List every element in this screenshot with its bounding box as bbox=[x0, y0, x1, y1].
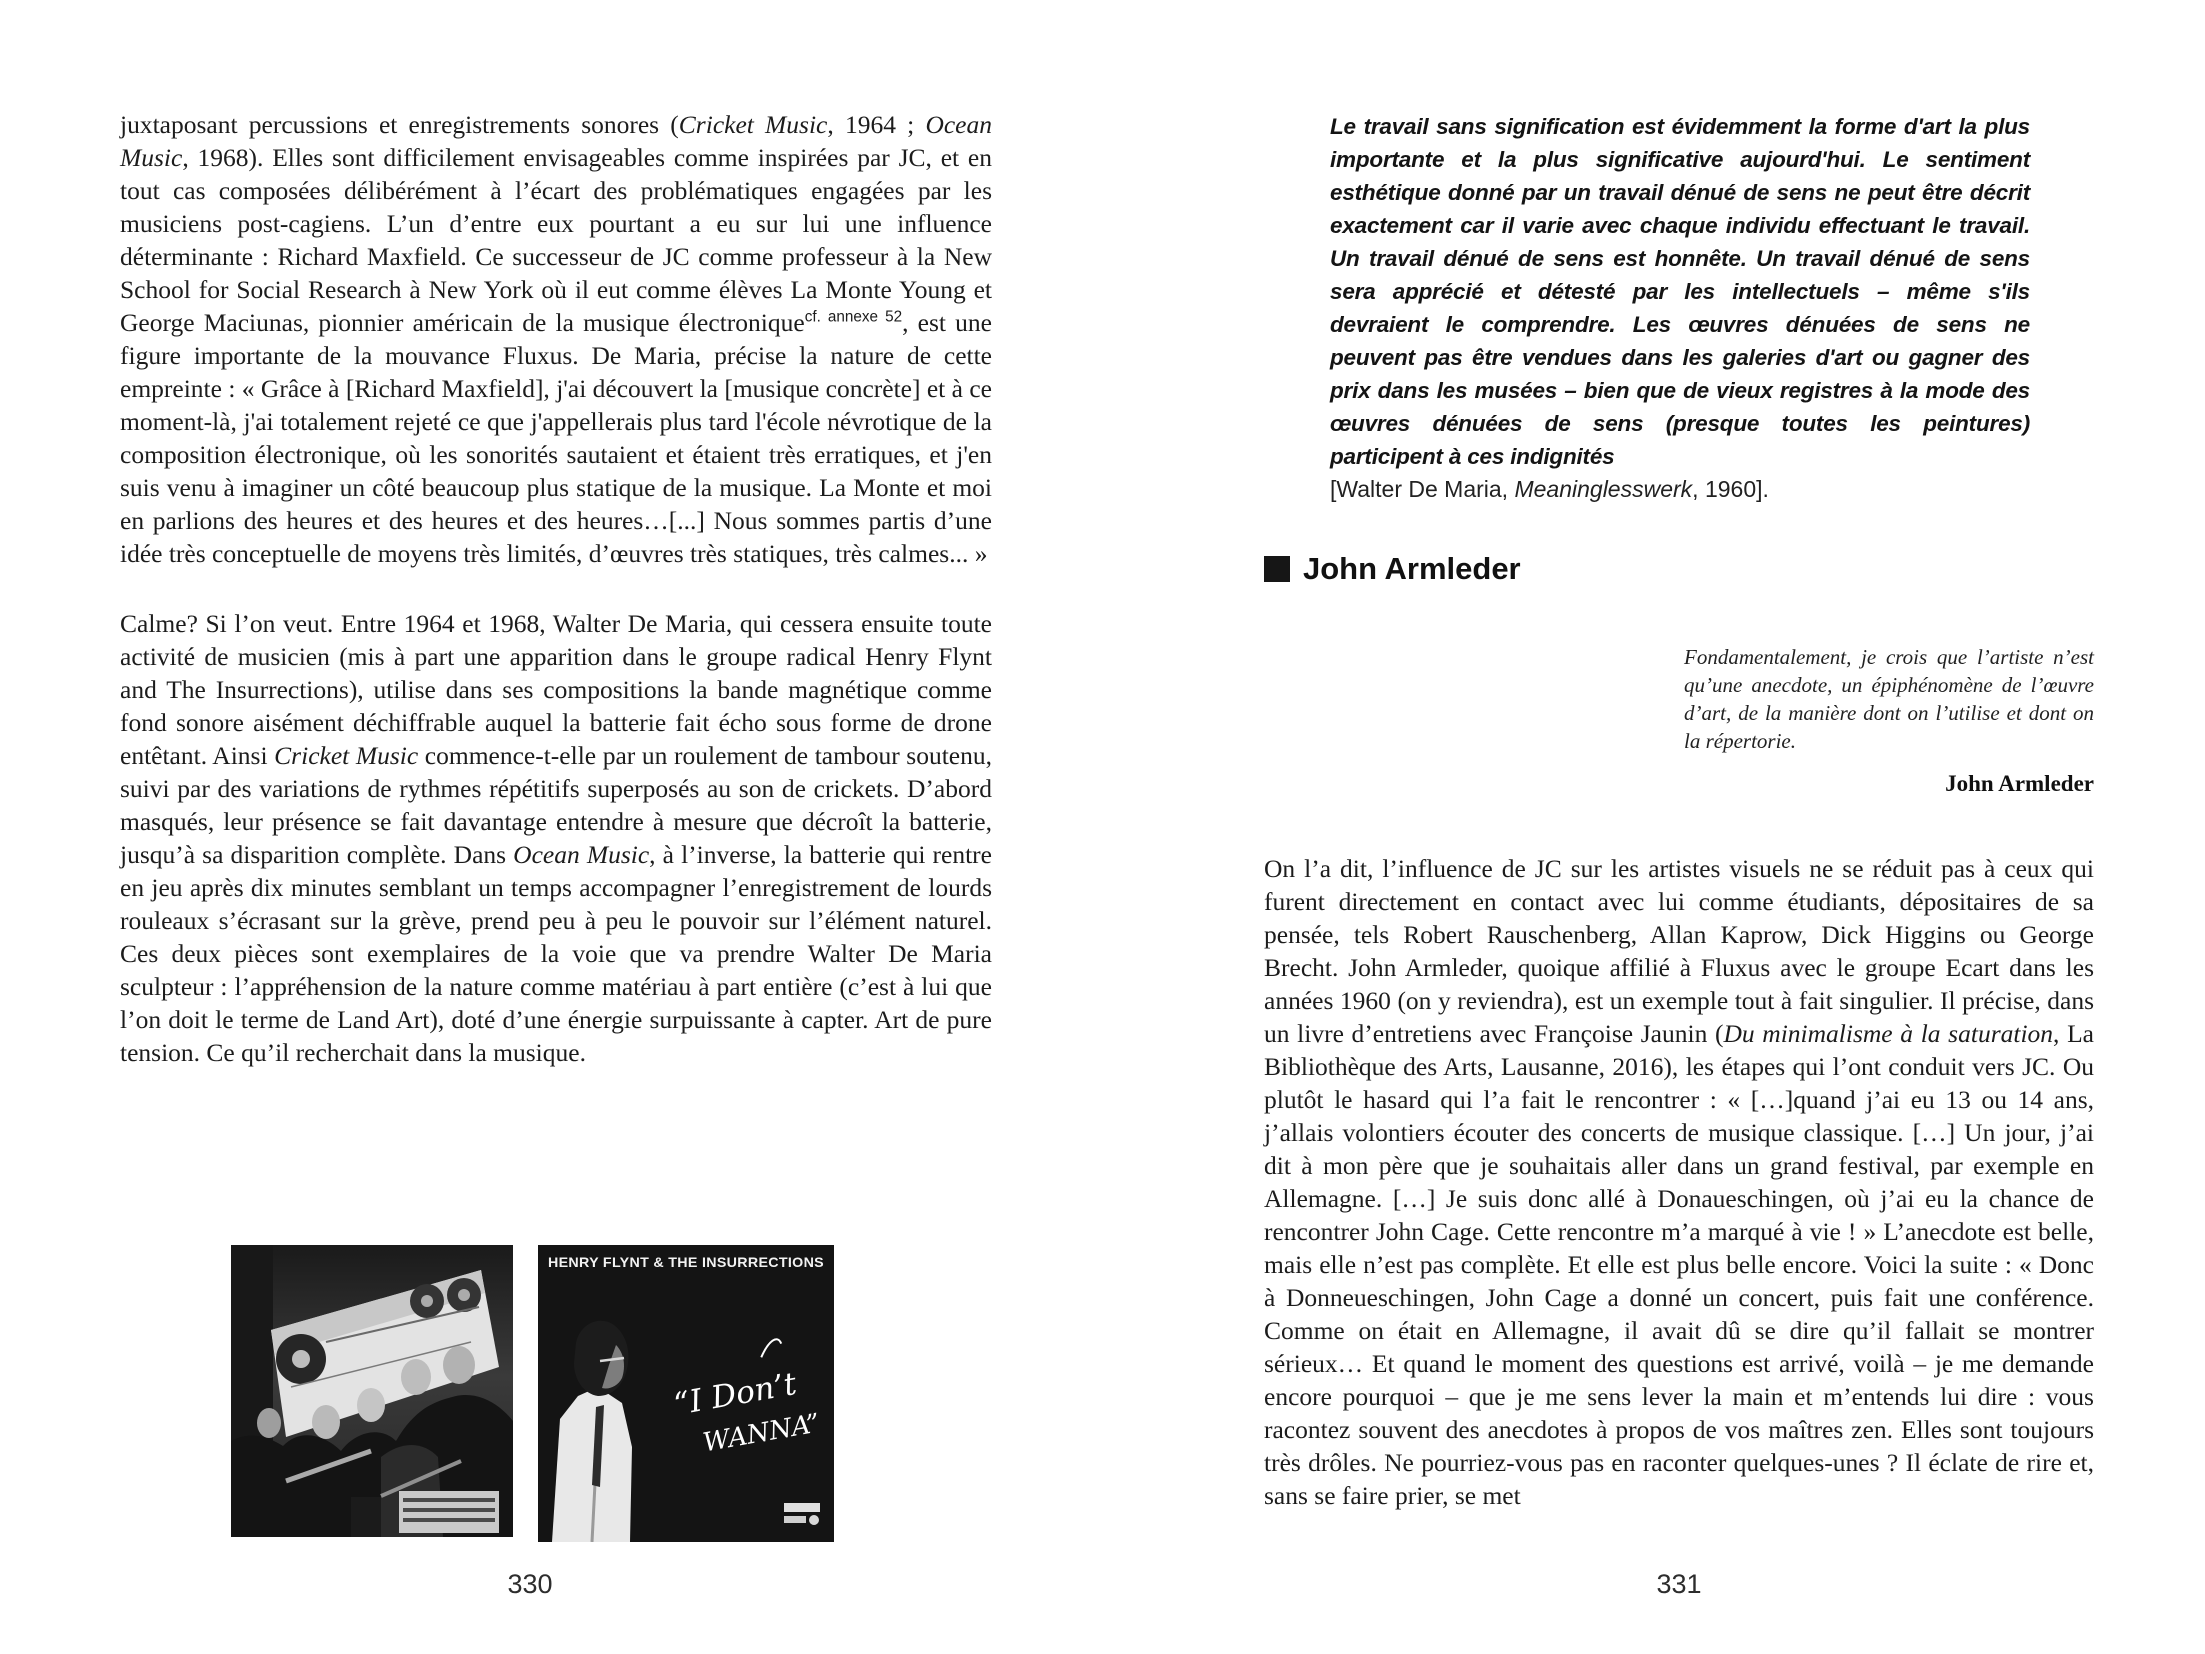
handwriting-line-2: WANNA” bbox=[700, 1408, 823, 1459]
band-photo bbox=[231, 1245, 513, 1537]
armleder-quote-text: Fondamentalement, je crois que l’artiste n’est qu’une anecdote, un épiphénomène de l’œuvre d’art, de la manière dont on l’utilise et dont on la répertorie. bbox=[1684, 645, 2094, 753]
section-heading-label: John Armleder bbox=[1303, 551, 1521, 586]
amp-grille bbox=[351, 1491, 499, 1537]
page-number-331: 331 bbox=[1656, 1569, 1702, 1599]
left-page-figures bbox=[231, 1245, 834, 1542]
armleder-quote-block bbox=[1264, 643, 2094, 797]
album-cover bbox=[538, 1245, 834, 1542]
epigraph-block bbox=[1330, 110, 2030, 506]
epigraph-citation: [Walter De Maria, Meaninglesswerk, 1960]. bbox=[1330, 476, 1769, 502]
left-paragraph-1: juxtaposant percussions et enregistrements sonores (Cricket Music, 1964 ; Ocean Music, 1968). Elles sont difficilement envisageables comme inspirées par JC, et en tout cas composées délibérément à l’écart des problématiques engagées par les musiciens post-cagiens. L’un d’entre eux pourtant a eu sur lui une influence déterminante : Richard Maxfield. Ce successeur de JC comme professeur à la New School for Social Research à New York où il eut comme élèves La Monte Young et George Maciunas, pionnier américain de la musique électronique$^{cf. annexe 52}$, est une figure importante de la mouvance Fluxus. De Maria, précise la nature de cette empreinte : « Grâce à [Richard Maxfield], j'ai découvert la [musique concrète] et à ce moment-là, j'ai totalement rejeté ce que j'appellerais plus tard l'école névrotique de la composition électronique, où les sonorités sautaient et étaient très erratiques, et j'en suis venu à imaginer un côté beaucoup plus statique de la musique. La Monte et moi en parlions des heures et des heures et des heures…[...] Nous sommes partis d’une idée très conceptuelle de moyens très limités, d’œuvres très statiques, très calmes... » bbox=[120, 110, 992, 568]
album-title: HENRY FLYNT & THE INSURRECTIONS bbox=[548, 1254, 824, 1270]
page-number-330: 330 bbox=[507, 1569, 553, 1599]
right-paragraph-1: On l’a dit, l’influence de JC sur les artistes visuels ne se réduit pas à ceux qui furent directement en contact avec lui comme étudiants, dépositaires de sa pensée, tels Robert Rauschenberg, Allan Kaprow, Dick Higgins ou George Brecht. John Armleder, quoique affilié à Fluxus avec le groupe Ecart dans les années 1960 (on y reviendra), est un exemple tout à fait singulier. Il précise, dans un livre d’entretiens avec Françoise Jaunin (Du minimalisme à la saturation, La Bibliothèque des Arts, Lausanne, 2016), les étapes qui l’ont conduit vers JC. Ou plutôt le hasard qui l’a fait le rencontrer : « […]quand j’ai eu 13 ou 14 ans, j’allais volontiers écouter des concerts de musique classique. […] Un jour, j’ai dit à mon père que je souhaitais aller dans un grand festival, par exemple en Allemagne. […] Je suis donc allé à Donaueschingen, où j’ai eu la chance de rencontrer John Cage. Cette rencontre m’a marqué à vie ! » L’anecdote est belle, mais elle n’est pas complète. Et elle est plus belle encore. Voici la suite : « Donc à Donneueschingen, John Cage a donné un concert, puis fait une conférence. Comme on était en Allemagne, il avait dû se dire qu’il fallait se montrer sérieux… Et quand le moment des questions est arrivé, voilà – je me demande encore pourquoi – que je me sens lever la main et m’entends lui dire : vous racontez souvent des anecdotes à propos de vos maîtres zen. Elles sont toujours très drôles. Ne pourriez-vous pas en raconter quelques-unes ? Il éclate de rire et, sans se faire prier, se met bbox=[1264, 854, 2094, 1510]
square-bullet-icon bbox=[1264, 556, 1290, 582]
section-heading-john-armleder bbox=[1264, 551, 1521, 587]
epigraph-quote: Le travail sans signification est évidemment la forme d'art la plus importante et la plus significative aujourd'hui. Le sentiment esthétique donné par un travail dénué de sens ne peut être décrit exactement car il varie avec chaque individu effectuant le travail. Un travail dénué de sens est honnête. Un travail dénué de sens sera apprécié et détesté par les intellectuels – même s'ils devraient le comprendre. Les œuvres dénuées de sens ne peuvent pas être vendues dans les galeries d'art ou gagner des prix dans les musées – bien que de vieux registres à la mode des œuvres dénuées de sens (presque toutes les peintures) participent à ces indignités bbox=[1330, 114, 2030, 469]
right-page-text-column bbox=[1264, 852, 2094, 1512]
left-paragraph-2: Calme? Si l’on veut. Entre 1964 et 1968, Walter De Maria, qui cessera ensuite toute activité de musicien (mis à part une apparition dans le groupe radical Henry Flynt and The Insurrections), utilise dans ses compositions la bande magnétique comme fond sonore aisément déchiffrable auquel la batterie fait écho sous forme de drone entêtant. Ainsi Cricket Music commence-t-elle par un roulement de tambour soutenu, suivi par des variations de rythmes répétitifs superposés au son de crickets. D’abord masqués, leur présence se fait davantage entendre à mesure que décroît la batterie, jusqu’à sa disparition complète. Dans Ocean Music, à l’inverse, la batterie qui rentre en jeu après dix minutes semblant un temps accompagner l’enregistrement de lourds rouleaux s’écrasant sur la grève, prend peu à peu le pouvoir sur l’élément naturel. Ces deux pièces sont exemplaires de la voie que va prendre Walter De Maria sculpteur : l’appréhension de la nature comme matériau à part entière (c’est à lui que l’on doit le terme de Land Art), doté d’une énergie surpuissante à capter. Art de pure tension. Ce qu’il recherchait dans la musique. bbox=[120, 609, 992, 1067]
left-page-text-column bbox=[120, 108, 992, 1069]
handwriting-line-1: “I Don’t bbox=[671, 1365, 800, 1423]
armleder-quote-attribution: John Armleder bbox=[1945, 771, 2094, 796]
